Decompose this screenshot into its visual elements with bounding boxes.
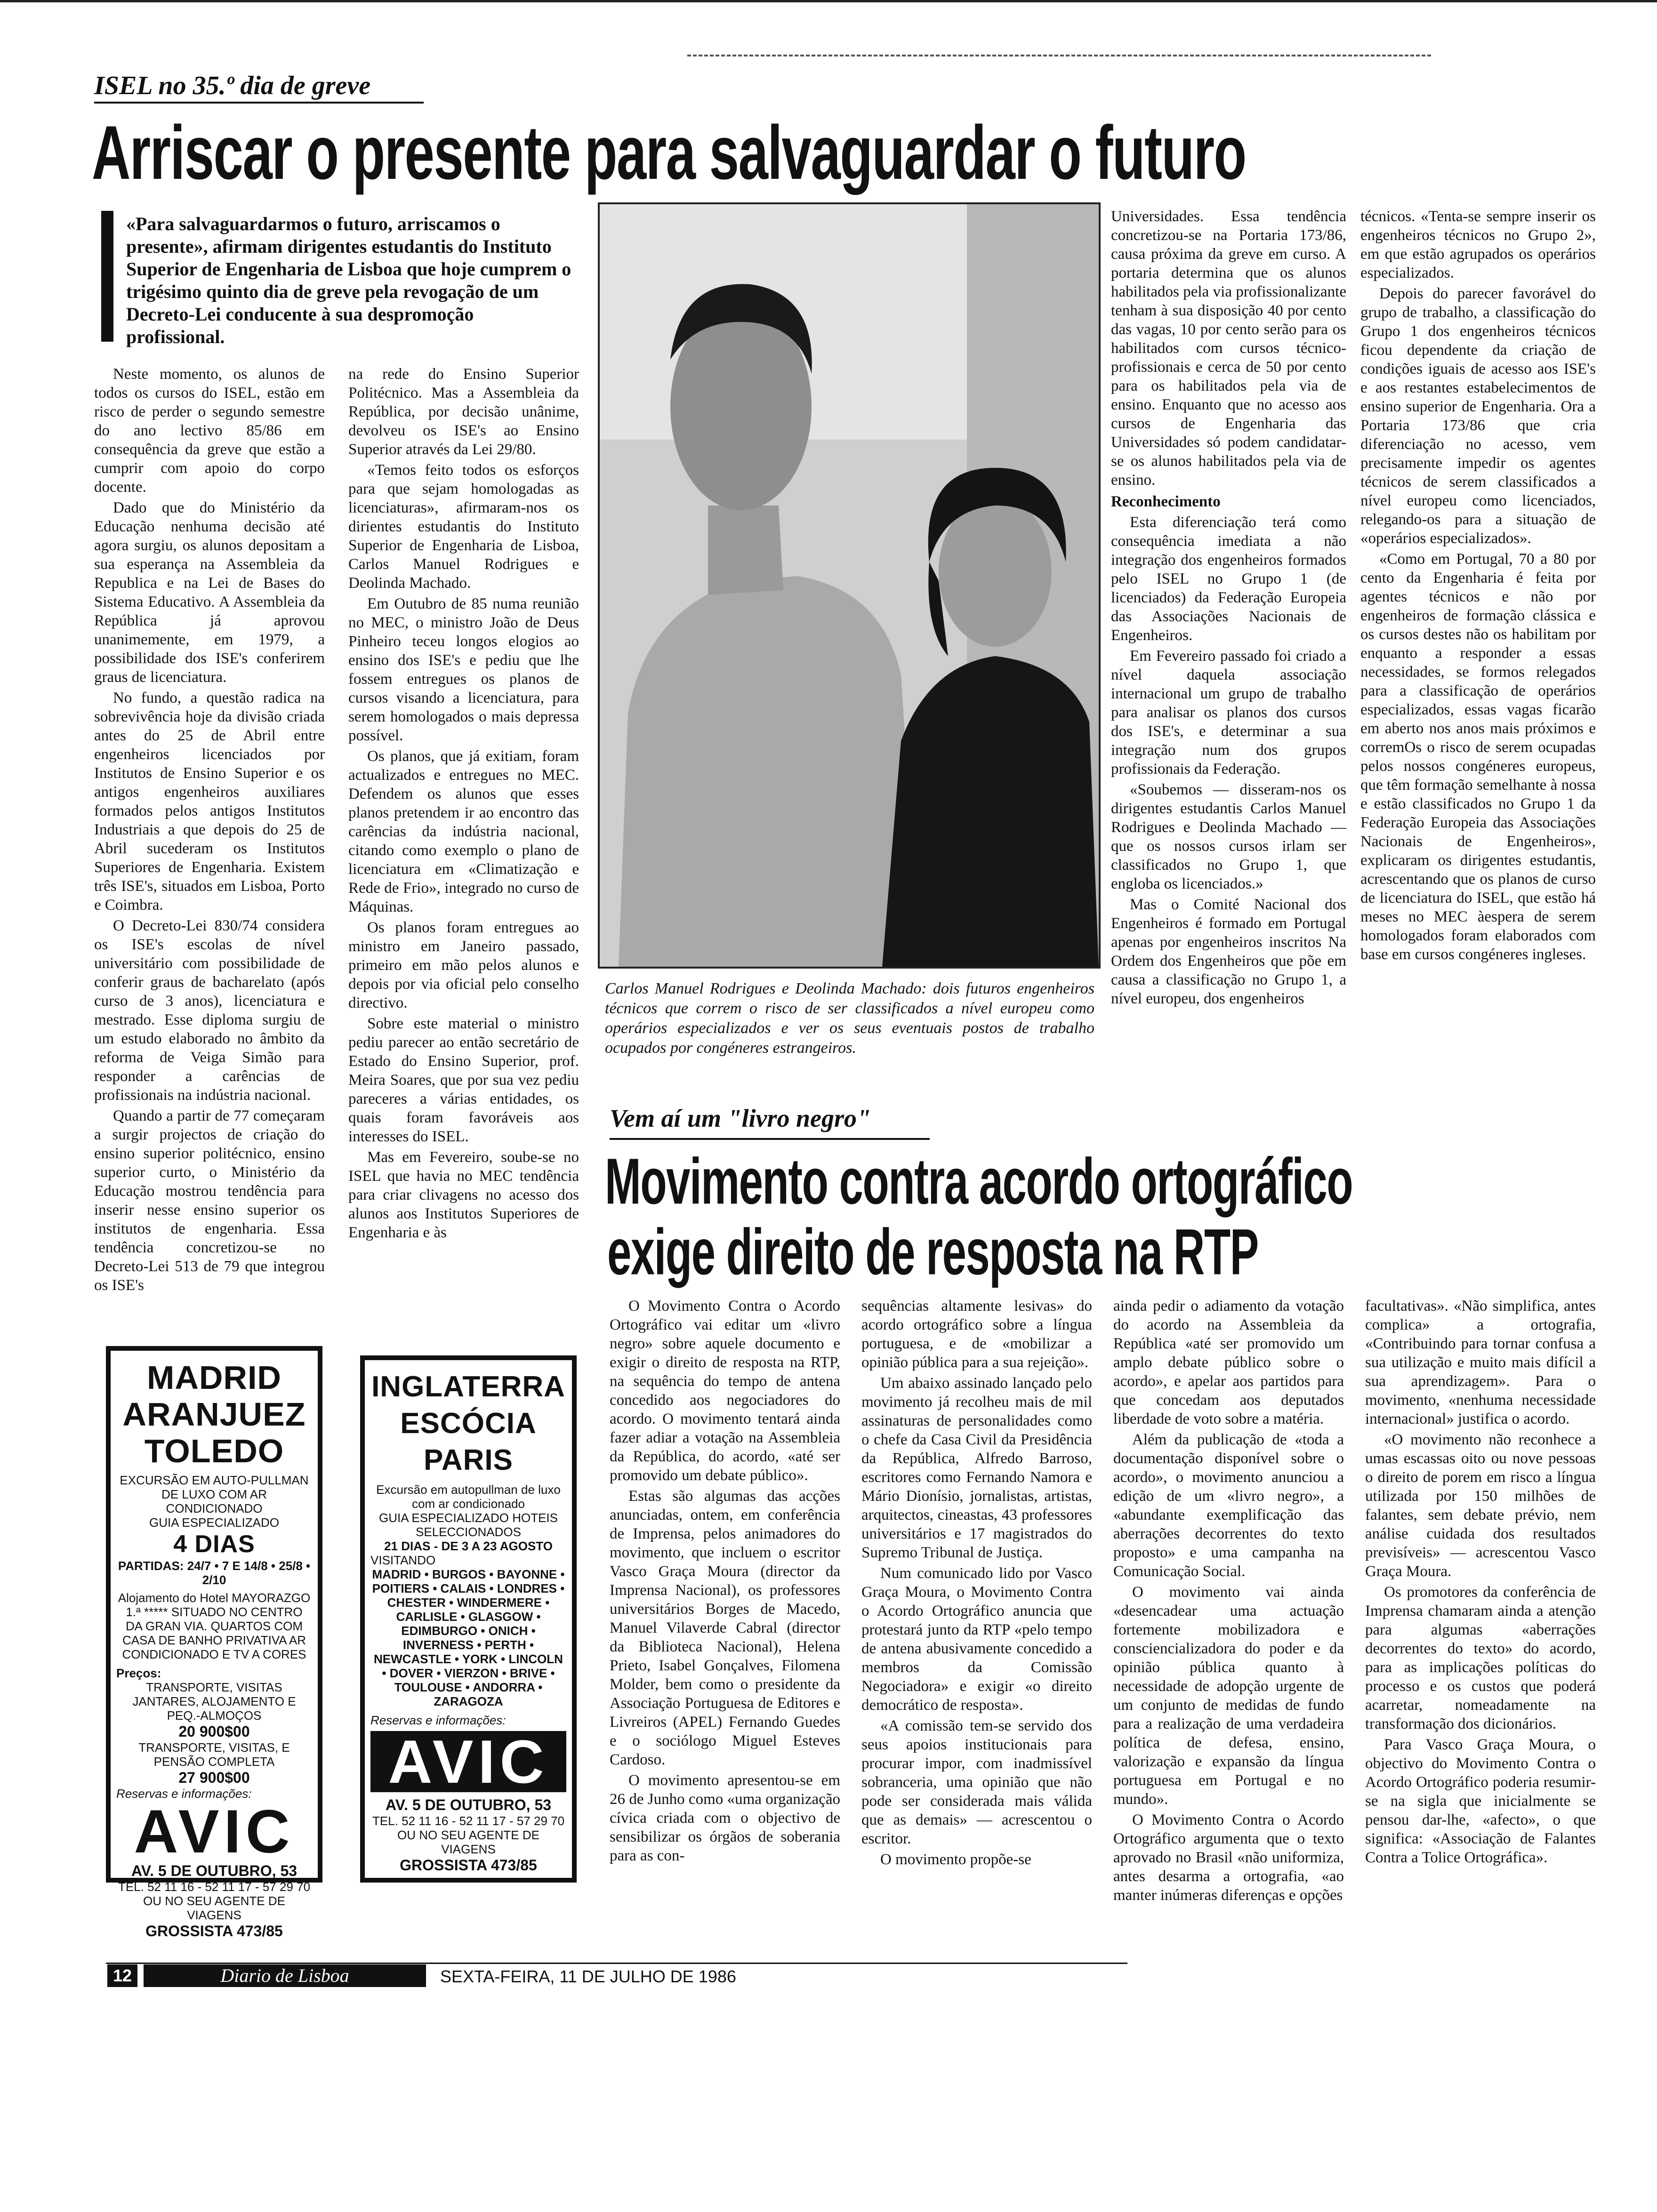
ad-reservations: Reservas e informações: [370, 1713, 506, 1727]
article1-photo [598, 202, 1101, 969]
paragraph: Mas em Fevereiro, soube-se no ISEL que havia no MEC tendência para criar clivagens no acesso dos alunos aos Institutos Superiores de Engenharia e às [348, 1149, 579, 1241]
article2-title-line1: Movimento contra acordo ortográfico [605, 1145, 1353, 1218]
paragraph: Os planos, que já exitiam, foram actualizados e entregues no MEC. Defendem os alunos que esses planos pretendem ir ao encontro das carências da indústria nacional, citando como exemplo o plano de licenciatura em «Climatização e Rede de Frio», integrado no curso de Máquinas. [348, 748, 579, 915]
travel-ad-inglaterra [360, 1355, 577, 1883]
ad-price: 27 900$00 [178, 1769, 250, 1786]
article2-column-1 [610, 1297, 840, 1867]
paragraph: Dado que do Ministério da Educação nenhuma decisão até agora surgiu, os alunos depositam a sua esperança na Assembleia da Republica e na Lei de Bases do Sistema Educativo. A Assembleia da República já aprovou unanimemente, em 1979, a possibilidade dos ISE's conferirem graus de licenciatura. [94, 499, 325, 686]
lead-bar [101, 211, 113, 342]
ad-description: Excursão em autopullman de luxo com ar condicionado [376, 1483, 561, 1511]
paragraph: «Temos feito todos os esforços para que sejam homologadas as licenciaturas», afirmaram-nos os dirientes estudantis do Instituto Superior de Engenharia de Lisboa, Carlos Manuel Rodrigues e Deolinda Machado. [348, 462, 579, 592]
ad-departures: PARTIDAS: 24/7 • 7 E 14/8 • 25/8 • 2/10 [118, 1559, 311, 1587]
ad-agent: OU NO SEU AGENTE DE VIAGENS [397, 1828, 539, 1856]
ad-agent: OU NO SEU AGENTE DE VIAGENS [143, 1894, 285, 1922]
paragraph: «Como em Portugal, 70 a 80 por cento da Engenharia é feita por agentes técnicos e não por engenheiros de formação clássica e os cursos destes não os habilitam por enquanto a responder a essas necessidades, se formos relegados para a classificação de operários especializados, essas vagas ficarão em aberto nos anos mais próximos e corremOs o risco de serem ocupadas pelos nossos congéneres europeus, que têm formação semelhante à nossa e estão classificados no Grupo 1 da Federação Europeia das Associações Nacionais de Engenheiros», explicaram os dirigentes estudantis, acrescentando que os planos de curso de licenciatura do ISEL, que estão há meses no MEC àespera de serem homologados foram elaborados com base em cursos congéneres ingleses. [1360, 551, 1596, 963]
article2-column-4 [1365, 1297, 1596, 1869]
article1-column-2 [348, 365, 579, 1244]
paragraph: «O movimento não reconhece a umas escassas oito ou nove pessoas o direito de porem em risco a língua utilizada por 150 milhões de falantes, sem debate prévio, nem análise cuidada dos resultados previsíveis» — acrescentou Vasco Graça Moura. [1365, 1431, 1596, 1580]
paragraph: Para Vasco Graça Moura, o objectivo do Movimento Contra o Acordo Ortográfico poderia resumir-se na sigla que inicialmente se pensou dar-lhe, «afecto», o que significa: «Associação de Falantes Contra a Tolice Ortográfica». [1365, 1736, 1596, 1866]
paragraph: «A comissão tem-se servido dos seus apoios institucionais para procurar impor, com inadmissível sobranceria, uma opinião que não pode ser considerada mais válida que as demais» — acrescentou o escritor. [861, 1717, 1092, 1847]
ad-destination: ESCÓCIA [400, 1407, 537, 1440]
ad-days: 4 DIAS [173, 1531, 255, 1558]
paragraph: Em Fevereiro passado foi criado a nível daquela associação internacional um grupo de trabalho para analisar os planos dos cursos dos ISE's, e determinar a sua integração num dos grupos profissionais da Federação. [1111, 648, 1346, 777]
travel-ad-madrid [106, 1346, 322, 1940]
ad-price-desc: TRANSPORTE, VISITAS, E PENSÃO COMPLETA [138, 1740, 290, 1769]
paragraph: Mas o Comité Nacional dos Engenheiros é formado em Portugal apenas por engenheiros inscritos Na Ordem dos Engenheiros que põe em causa a classificação no Grupo 1, a nível europeu, dos engenheiros [1111, 896, 1346, 1007]
ad-phones: TEL. 52 11 16 - 52 11 17 - 57 29 70 [118, 1880, 311, 1894]
top-rule [0, 0, 1657, 2]
paragraph: sequências altamente lesivas» do acordo ortográfico sobre a língua portuguesa, e de «mobilizar a opinião pública para a sua rejeição». [861, 1298, 1092, 1371]
ad-address: AV. 5 DE OUTUBRO, 53 [131, 1862, 298, 1879]
article1-column-1 [94, 365, 325, 1297]
paragraph: Universidades. Essa tendência concretizou-se na Portaria 173/86, causa próxima da greve em curso. A portaria determina que os alunos habilitados pela via profissionalizante tenham à sua disposição 40 por cento das vagas, 10 por cento serão para os habilitados com cursos técnico-profissionais e cerca de 50 por cento para os habilitados pela via de ensino. Enquanto que no acesso aos cursos de Engenharia das Universidades só podem candidatar-se os alunos habilitados pela via de ensino. [1111, 208, 1346, 489]
paragraph: Neste momento, os alunos de todos os cursos do ISEL, estão em risco de perder o segundo semestre do ano lectivo 85/86 em consequência da greve que estão a cumprir com apoio do corpo docente. [94, 366, 325, 496]
paragraph: na rede do Ensino Superior Politécnico. Mas a Assembleia da República, por decisão unânime, devolveu os ISE's ao Ensino Superior através da Lei 29/80. [348, 366, 579, 458]
ad-prices-label: Preços: [116, 1666, 161, 1680]
article2-column-2 [861, 1297, 1092, 1871]
paragraph: Num comunicado lido por Vasco Graça Moura, o Movimento Contra o Acordo Ortográfico anuncia que protestará junto da RTP «pelo tempo de antena abusivamente concedido a membros da Comissão Negociadora» e exigir «o direito democrático de resposta». [861, 1565, 1092, 1714]
paragraph: Os promotores da conferência de Imprensa chamaram ainda a atenção para algumas «aberrações decorrentes do texto» do acordo, para as implicações políticas do processo e os custos que poderá acarretar, nomeadamente na transformação dos dicionários. [1365, 1584, 1596, 1732]
paragraph: O Movimento Contra o Acordo Ortográfico vai editar um «livro negro» sobre aquele documento e exigir o direito de resposta na RTP, na sequência do tempo de antena concedido aos negociadores do acordo. O movimento tentará ainda fazer adiar a votação na Assembleia da República, do acordo, «até ser promovido um debate público». [610, 1298, 840, 1484]
ad-wholesaler: GROSSISTA 473/85 [145, 1923, 283, 1940]
subheading-reconhecimento: Reconhecimento [1111, 493, 1221, 510]
article1-column-4 [1360, 207, 1596, 966]
footer-rule [106, 1963, 1127, 1964]
paragraph: Sobre este material o ministro pediu parecer ao então secretário de Estado do Ensino Superior, prof. Meira Soares, que por sua vez pediu pareceres a várias entidades, os quais foram favoráveis aos interesses do ISEL. [348, 1015, 579, 1145]
article1-photo-caption: Carlos Manuel Rodrigues e Deolinda Machado: dois futuros engenheiros técnicos que correm o risco de ser classificados a nível europeu como operários especializados e ver os seus eventuais postos de trabalho ocupados por congéneres estrangeiros. [605, 980, 1094, 1057]
paragraph: Depois do parecer favorável do grupo de trabalho, a classificação do Grupo 1 dos engenheiros técnicos ficou dependente da criação de condições iguais de acesso aos ISE's e aos restantes estabelecimentos de ensino superior de Engenharia. Ora a Portaria 173/86 que cria diferenciação no acesso, vem precisamente impedir os agentes técnicos de serem classificados a nível europeu como licenciados, relegando-os para a situação de «operários especializados». [1360, 285, 1596, 547]
ad-guide: GUIA ESPECIALIZADO HOTEIS SELECCIONADOS [379, 1511, 558, 1539]
ad-destination: PARIS [424, 1444, 513, 1476]
kicker-underline [610, 1138, 930, 1140]
paragraph: facultativas». «Não simplifica, antes complica» a ortografia, «Contribuindo para tornar confusa a sua utilização e muito mais difícil a sua aprendizagem». Para o movimento, «nenhuma necessidade internacional» justifica o acordo. [1365, 1298, 1596, 1427]
paragraph: O movimento apresentou-se em 26 de Junho como «uma organização cívica criada com o objectivo de sensibilizar os órgãos de soberania para as con- [610, 1772, 840, 1864]
paragraph: ainda pedir o adiamento da votação do acordo na Assembleia da República «até ser promovido um amplo debate público sobre o acordo», e apelar aos partidos para que concedam aos deputados liberdade de voto sobre a matéria. [1113, 1298, 1344, 1427]
avic-logo: AVIC [134, 1797, 295, 1866]
ad-reservations: Reservas e informações: [116, 1787, 252, 1801]
paragraph: O Movimento Contra o Acordo Ortográfico argumenta que o texto aprovado no Brasil «não uniformiza, antes desarma a ortografia, «ao manter inúmeras diferenças e opções [1113, 1811, 1344, 1904]
article1-kicker: ISEL no 35.º dia de greve [94, 71, 371, 100]
ad-phones: TEL. 52 11 16 - 52 11 17 - 57 29 70 [372, 1814, 565, 1828]
ad-days: 21 DIAS - DE 3 A 23 AGOSTO [384, 1539, 553, 1553]
paragraph: Quando a partir de 77 começaram a surgir projectos de criação do ensino superior politécnico, ensino superior curto, o Ministério da Educação mostrou tendência para inserir nesse ensino superior os institutos de engenharia. Essa tendência concretizou-se no Decreto-Lei 513 de 79 que integrou os ISE's [94, 1107, 325, 1294]
paragraph: O movimento vai ainda «desencadear uma actuação fortemente mobilizadora e consciencializadora do poder e da opinião pública quanto à necessidade de adopção urgente de um conjunto de medidas de fundo para a realização de uma verdadeira política de defesa, ensino, valorização e expansão da língua portuguesa em Portugal e no mundo». [1113, 1584, 1344, 1808]
ad-cities: MADRID • BURGOS • BAYONNE • POITIERS • CALAIS • LONDRES • CHESTER • WINDERMERE • CARLISLE • GLASGOW • EDIMBURGO • ONICH • INVERNESS • PERTH • NEWCASTLE • YORK • LINCOLN • DOVER • VIERZON • BRIVE • TOULOUSE • ANDORRA • ZARAGOZA [372, 1567, 565, 1708]
publication-date: SEXTA-FEIRA, 11 DE JULHO DE 1986 [440, 1967, 736, 1986]
article2-title-line2: exige direito de resposta na RTP [607, 1216, 1258, 1289]
article1-column-3 [1111, 207, 1346, 1010]
avic-logo: AVIC [370, 1731, 566, 1792]
masthead: Diario de Lisboa [144, 1964, 426, 1987]
paragraph: Em Outubro de 85 numa reunião no MEC, o ministro João de Deus Pinheiro teceu longos elogios ao ensino dos ISE's e pediu que lhe fossem entregues os planos de cursos visando a licenciatura, para serem homologados o mais depressa possível. [348, 595, 579, 744]
paragraph: Estas são algumas das acções anunciadas, ontem, em conferência de Imprensa, pelos animadores do movimento, que incluem o escritor Vasco Graça Moura (director da Imprensa Nacional), os professores universitários Borges de Macedo, Manuel Vilaverde Cabral (director da Biblioteca Nacional), Helena Prieto, Isabel Gonçalves, Filomena Molder, bem como o presidente da Associação Portuguesa de Editores e Livreiros (APEL) Fernando Guedes e o sociólogo Miguel Esteves Cardoso. [610, 1488, 840, 1768]
paragraph: Esta diferenciação terá como consequência imediata a não integração dos engenheiros formados pelo ISEL no Grupo 1 (de licenciados) da Federação Europeia das Associações Nacionais de Engenheiros. [1111, 514, 1346, 644]
article1-lead: «Para salvaguardarmos o futuro, arriscamos o presente», afirmam dirigentes estudantis do Instituto Superior de Engenharia de Lisboa que hoje cumprem o trigésimo quinto dia de greve pela revogação de um Decreto-Lei conducente à sua despromoção profissional. [126, 213, 571, 347]
kicker-underline [94, 102, 424, 104]
ad-price: 20 900$00 [178, 1723, 250, 1740]
ad-price-desc: TRANSPORTE, VISITAS JANTARES, ALOJAMENTO E PEQ.-ALMOÇOS [132, 1680, 296, 1723]
paragraph: Além da publicação de «toda a documentação disponível sobre o acordo», o movimento anunciou a edição de um «livro negro», a «abundante exemplificação das aberrações decorrentes do texto proposto» e uma campanha na Comunicação Social. [1113, 1431, 1344, 1580]
ad-destination: TOLEDO [144, 1433, 284, 1469]
paragraph: O movimento propõe-se [880, 1851, 1031, 1868]
paragraph: técnicos. «Tenta-se sempre inserir os engenheiros técnicos no Grupo 2», em que estão agrupados os operários especializados. [1360, 208, 1596, 281]
ad-guide: GUIA ESPECIALIZADO [149, 1515, 279, 1530]
paragraph: Os planos foram entregues ao ministro em Janeiro passado, primeiro em mão pelos alunos e depois por via oficial pelo conselho directivo. [348, 919, 579, 1011]
header-dashed-rule [687, 55, 1431, 56]
ad-description: EXCURSÃO EM AUTO-PULLMAN DE LUXO COM AR CONDICIONADO [120, 1473, 309, 1515]
ad-address: AV. 5 DE OUTUBRO, 53 [385, 1796, 552, 1813]
ad-destination: MADRID [147, 1359, 282, 1396]
ad-wholesaler: GROSSISTA 473/85 [400, 1857, 537, 1874]
paragraph: Um abaixo assinado lançado pelo movimento já recolheu mais de mil assinaturas de personalidades como o chefe da Casa Civil da Presidência da República, Alfredo Barroso, escritores como Fernando Namora e Mário Dionísio, jornalistas, artistas, arquitectos, cineastas, 43 professores universitários e 17 magistrados do Supremo Tribunal de Justiça. [861, 1375, 1092, 1561]
article2-column-3 [1113, 1297, 1344, 1907]
students-portrait-photo [600, 204, 1099, 967]
article1-title: Arriscar o presente para salvaguardar o futuro [92, 110, 1246, 195]
ad-visiting: VISITANDO [370, 1553, 436, 1567]
ad-hotel: Alojamento do Hotel MAYORAZGO 1.ª ***** SITUADO NO CENTRO DA GRAN VIA. QUARTOS COM CASA DE BANHO PRIVATIVA AR CONDICIONADO E TV A CORES [118, 1591, 311, 1661]
ad-destination: INGLATERRA [371, 1370, 565, 1403]
article2-kicker: Vem aí um "livro negro" [610, 1104, 871, 1132]
page-number: 12 [107, 1964, 137, 1987]
paragraph: No fundo, a questão radica na sobrevivência hoje da divisão criada antes do 25 de Abril entre engenheiros licenciados por Institutos de Ensino Superior e os antigos engenheiros auxiliares formados pelos antigos Institutos Industriais a que depois do 25 de Abril sucederam os Institutos Superiores de Engenharia. Existem três ISE's, situados em Lisboa, Porto e Coimbra. [94, 689, 325, 914]
ad-destination: ARANJUEZ [122, 1396, 306, 1433]
paragraph: O Decreto-Lei 830/74 considera os ISE's escolas de nível universitário com possibilidade de conferir graus de bacharelato (após curso de 3 anos), licenciatura e mestrado. Esse diploma surgiu de um estudo elaborado no âmbito da reforma de Veiga Simão para responder a carências de profissionais na indústria nacional. [94, 917, 325, 1104]
paragraph: «Soubemos — disseram-nos os dirigentes estudantis Carlos Manuel Rodrigues e Deolinda Machado — que os nossos cursos irlam ser classificados no Grupo 1, que engloba os licenciados.» [1111, 781, 1346, 892]
